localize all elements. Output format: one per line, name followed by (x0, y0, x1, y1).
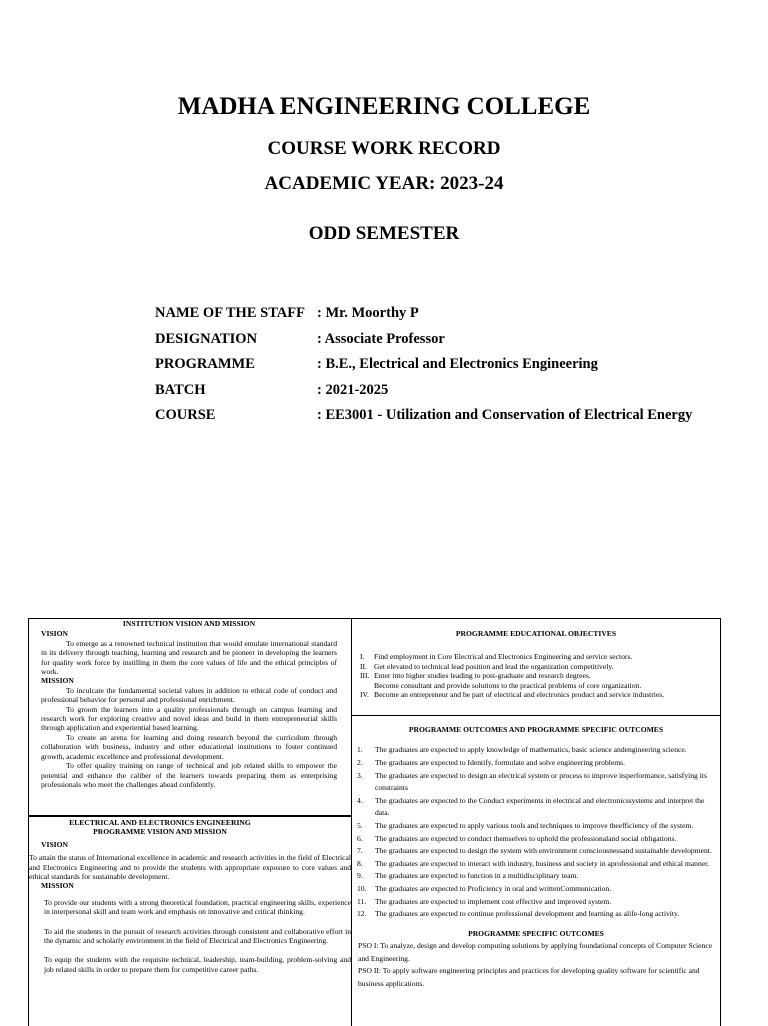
po-pso-box (351, 715, 721, 1026)
college-name: MADHA ENGINEERING COLLEGE (177, 93, 591, 120)
info-label: COURSE (155, 407, 216, 423)
list-number: 4. (357, 795, 363, 805)
list-number: III. (360, 671, 370, 681)
list-text: The graduates are expected to the Conduct experiments in electrical and electronicssystems and interpret the data. (375, 795, 705, 818)
list-item (360, 652, 712, 661)
list-item (360, 681, 712, 690)
po-list (357, 744, 714, 920)
institution-vision-label: VISION (41, 629, 69, 639)
list-text: The graduates are expected to apply various tools and techniques to improve theefficiency of the system. (375, 820, 694, 830)
info-label: DESIGNATION (155, 330, 258, 347)
list-item (357, 908, 714, 921)
department-subtitle: PROGRAMME VISION AND MISSION (93, 827, 227, 837)
department-vision-text: To attain the status of International excellence in academic and research activities in the field of Electrical and Electronics Engineering and to provide the students with appropriate exposure to core values and ethical standards for sustainable development. (29, 853, 351, 882)
institution-mission-item: To inculcate the fundamental societal values in addition to ethical code of conduct and professional behavior for personal and professional enrichment. (41, 685, 337, 705)
list-text: The graduates are expected to design an electrical system or process to improve itsperformance, satisfying its constraints (375, 770, 707, 793)
department-vision-mission-box (28, 816, 352, 1026)
info-value: : B.E., Electrical and Electronics Engineering (317, 356, 598, 372)
peo-box (351, 618, 721, 716)
list-text: The graduates are expected to conduct themselves to uphold the professionaland social obligations. (375, 833, 677, 843)
record-title: COURSE WORK RECORD (267, 138, 501, 159)
list-number: 11. (357, 896, 367, 906)
list-number: 2. (357, 758, 363, 767)
list-item (357, 870, 714, 883)
list-text: The graduates are expected to Identify, formulate and solve engineering problems. (375, 758, 626, 767)
list-item (360, 671, 712, 680)
list-number: 6. (357, 833, 363, 843)
info-label: NAME OF THE STAFF (155, 305, 305, 321)
list-item (360, 690, 712, 699)
institution-vision-mission-box (28, 618, 352, 816)
list-text: The graduates are expected to interact with industry, business and society in aprofessional and ethical manner. (375, 858, 710, 868)
peo-list (360, 652, 712, 699)
semester: ODD SEMESTER (308, 223, 460, 244)
list-text: Get elevated to technical lead position and lead the organization competitively. (374, 661, 614, 671)
list-number: 8. (357, 858, 363, 868)
department-mission-item: To equip the students with the requisite technical, leadership, team-building, problem-solving and job related skills in order to prepare them for competitive career paths. (44, 955, 351, 974)
institution-mission-item: To create an arena for learning and doing research beyond the curriculum through collaboration with business, industry and other educational institutions to foster continued growth, academic excellence and professional development. (41, 732, 337, 761)
list-number: 9. (357, 871, 363, 881)
institution-title: INSTITUTION VISION AND MISSION (122, 619, 256, 628)
institution-mission-label: MISSION (41, 676, 74, 686)
list-text: The graduates are expected to apply knowledge of mathematics, basic science andengineering science. (375, 745, 687, 755)
list-text: Enter into higher studies leading to post-graduate and research degrees. (374, 671, 591, 681)
list-item (357, 845, 714, 858)
list-item (357, 896, 714, 909)
list-item (357, 795, 714, 820)
list-item (357, 883, 714, 896)
info-value: : EE3001 - Utilization and Conservation of Electrical Energy (317, 407, 693, 423)
info-label: BATCH (155, 381, 206, 398)
department-mission-item: To provide our students with a strong theoretical foundation, practical engineering skills, experience in interpersonal skill and team work and emphasis on innovative and critical thinking. (44, 897, 351, 917)
pso-item: PSO I: To analyze, design and develop computing solutions by applying foundational concepts of Computer Science and Engineering. (358, 941, 713, 963)
list-item (357, 820, 714, 833)
institution-mission-item: To groom the learners into a quality professionals through on campus learning and research work for exploring creative and novel ideas and build in them entrepreneurial skills through application and experiential based learning. (41, 704, 337, 733)
pso-list (358, 940, 714, 990)
po-title: PROGRAMME OUTCOMES AND PROGRAMME SPECIFIC OUTCOMES (408, 725, 664, 734)
list-item (357, 858, 714, 871)
list-number: 5. (357, 820, 363, 830)
info-value: : Mr. Moorthy P (317, 305, 419, 321)
pso-item: PSO II: To apply software engineering principles and practices for developing quality software for scientific and business applications. (358, 966, 700, 988)
list-text: The graduates are expected to continue professional development and learning as alife-long activity. (375, 909, 680, 919)
info-label: PROGRAMME (155, 356, 255, 372)
list-item (357, 833, 714, 846)
list-number: 1. (357, 745, 363, 755)
list-text: Become consultant and provide solutions to the practical problems of core organization. (374, 680, 642, 690)
peo-title: PROGRAMME EDUCATIONAL OBJECTIVES (455, 629, 617, 638)
list-item (357, 757, 714, 770)
list-number: 12. (357, 909, 367, 919)
list-number: I. (360, 652, 365, 662)
list-number: 7. (357, 846, 363, 856)
list-text: The graduates are expected to design the system with environment consciousnessand sustainable development. (375, 846, 712, 856)
info-value: : Associate Professor (317, 330, 445, 347)
department-mission-item: To aid the students in the pursuit of research activities through consistent and collaborative effort in the dynamic and scholarly environment in the field of Electrical and Electronics Engineering. (44, 926, 351, 946)
department-vision-label: VISION (41, 839, 69, 849)
pso-title: PROGRAMME SPECIFIC OUTCOMES (468, 928, 604, 938)
list-item (360, 662, 712, 671)
department-mission-label: MISSION (41, 881, 74, 891)
list-text: The graduates are expected to function in a multidisciplinary team. (375, 871, 579, 881)
institution-mission-item: To offer quality training on range of technical and job related skills to empower the potential and enhance the caliber of the learners towards preparing them as enterprising professionals who meet the challenges ahead confidently. (41, 761, 337, 789)
list-number: IV. (360, 690, 369, 700)
institution-vision-text: To emerge as a renowned technical institution that would emulate international standard in its delivery through teaching, learning and research and be pioneer in developing the learners for quality work force by instilling in them the core values of life and the ethical principles of work. (41, 638, 337, 677)
list-text: The graduates are expected to implement cost effective and improved system. (375, 896, 612, 906)
list-number: 10. (357, 883, 367, 893)
list-number: II. (360, 661, 367, 671)
list-text: Become an entrepreneur and be part of electrical and electronics product and service industries. (374, 690, 665, 700)
info-value: : 2021-2025 (317, 381, 389, 398)
academic-year: ACADEMIC YEAR: 2023-24 (264, 173, 504, 194)
list-text: The graduates are expected to Proficiency in oral and writtenCommunication. (375, 883, 612, 893)
list-text: Find employment in Core Electrical and Electronics Engineering and service sectors. (374, 652, 633, 662)
department-title: ELECTRICAL AND ELECTRONICS ENGINEERING (69, 818, 251, 827)
list-item (357, 744, 714, 757)
list-number: 3. (357, 770, 363, 780)
list-item (357, 770, 714, 795)
